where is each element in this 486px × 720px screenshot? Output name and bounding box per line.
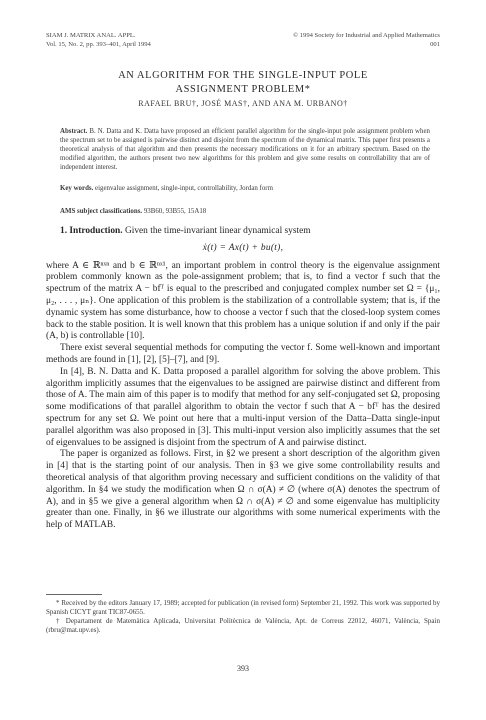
- ams-text: 93B60, 93B55, 15A18: [143, 208, 207, 215]
- footnote-received: * Received by the editors January 17, 1989; accepted for publication (in revised form) September 21, 1992. This work was supported by Spanish CICYT grant TIC87-0655.: [46, 599, 440, 617]
- ams-label: AMS subject classifications.: [60, 208, 143, 215]
- abstract: [60, 127, 430, 172]
- abstract-text: B. N. Datta and K. Datta have proposed an efficient parallel algorithm for the single-input pole assignment problem when the spectrum set to be assigned is pairwise distinct and disjoint from the spectrum of the dynamical matrix. This paper first presents a theoretical analysis of that algorithm and then presents the necessary modifications on it for an arbitrary spectrum. Based on the modified algorithm, the authors present two new algorithms for this problem and give some results on controllability that are of independent interest.: [60, 128, 430, 171]
- society-header: [293, 32, 440, 49]
- ams-classification: [60, 208, 430, 215]
- journal-header: [46, 32, 151, 49]
- intro-paragraph-3: In [4], B. N. Datta and K. Datta proposed a parallel algorithm for solving the above problem. This algorithm implicitly assumes that the eigenvalues to be assigned are pairwise distinct and different from those of A. The main aim of this paper is to modify that method for any self-conjugated set Ω, proposing some modifications of that parallel algorithm to obtain the vector f such that A − bfᵀ has the desired spectrum for any set Ω. We point out here that a multi-input version of the Datta–Datta single-input parallel algorithm was also proposed in [3]. This multi-input version also implicitly assumes that the set of eigenvalues to be assigned is disjoint from the spectrum of A and pairwise distinct.: [46, 366, 440, 448]
- page-number: 393: [237, 664, 249, 673]
- keywords-label: Key words.: [60, 185, 94, 192]
- article-code: 001: [430, 40, 440, 48]
- footnotes: [46, 594, 440, 635]
- title-line-2: ASSIGNMENT PROBLEM*: [175, 83, 311, 95]
- intro-paragraph-2: There exist several sequential methods for computing the vector f. Some well-known and important methods are found in [1], [2], [5]–[7], and [9].: [46, 343, 440, 365]
- keywords: [60, 185, 430, 192]
- abstract-label: Abstract.: [60, 128, 88, 135]
- author-list: RAFAEL BRU†, JOSÉ MAS†, AND ANA M. URBANO†: [138, 99, 348, 108]
- keywords-text: eigenvalue assignment, single-input, controllability, Jordan form: [95, 185, 273, 192]
- footnote-affiliation: † Departament de Matemàtica Aplicada, Universitat Politècnica de València, Apt. de Correus 22012, 46071, València, Spain (rbru@mat.upv.es).: [46, 617, 440, 635]
- section-heading: 1. Introduction.: [60, 226, 123, 236]
- paper-title: [40, 69, 446, 96]
- journal-name: SIAM J. MATRIX ANAL. APPL.: [46, 32, 136, 39]
- body-text: [46, 226, 440, 532]
- journal-volume: Vol. 15, No. 2, pp. 393–401, April 1994: [46, 40, 151, 48]
- intro-lead: Given the time-invariant linear dynamical system: [124, 226, 311, 236]
- intro-paragraph-1: where A ∈ ℝⁿˣⁿ and b ∈ ℝⁿˣ¹, an important problem in control theory is the eigenvalue assignment problem commonly known as the pole-assignment problem; that is, to find a vector f such that the spectrum of the matrix A − bfᵀ is equal to the prescribed and conjugated complex number set Ω = {μ₁, μ₂, . . . , μₙ}. One application of this problem is the stabilization of a controllable system; that is, if the dynamic system has some disturbance, how to choose a vector f such that the closed-loop system comes back to the stable position. It is well known that this problem has a unique solution if and only if the pair (A, b) is controllable [10].: [46, 260, 440, 342]
- system-equation: ẋ(t) = Ax(t) + bu(t),: [202, 242, 284, 253]
- title-line-1: AN ALGORITHM FOR THE SINGLE-INPUT POLE: [118, 70, 368, 81]
- footnote-rule: [46, 594, 102, 595]
- copyright-line: © 1994 Society for Industrial and Applied Mathematics: [293, 32, 440, 39]
- intro-paragraph-lead: [46, 226, 440, 238]
- intro-paragraph-4: The paper is organized as follows. First, in §2 we present a short description of the algorithm given in [4] that is the starting point of our analysis. Then in §3 we give some controllability results and theoretical analysis of that algorithm proving necessary and sufficient conditions on the validity of that algorithm. In §4 we study the modification when Ω ∩ σ(A) ≠ ∅ (where σ(A) denotes the spectrum of A), and in §5 we give a general algorithm when Ω ∩ σ(A) ≠ ∅ and some eigenvalue has multiplicity greater than one. Finally, in §6 we illustrate our algorithms with some numerical experiments with the help of MATLAB.: [46, 449, 440, 531]
